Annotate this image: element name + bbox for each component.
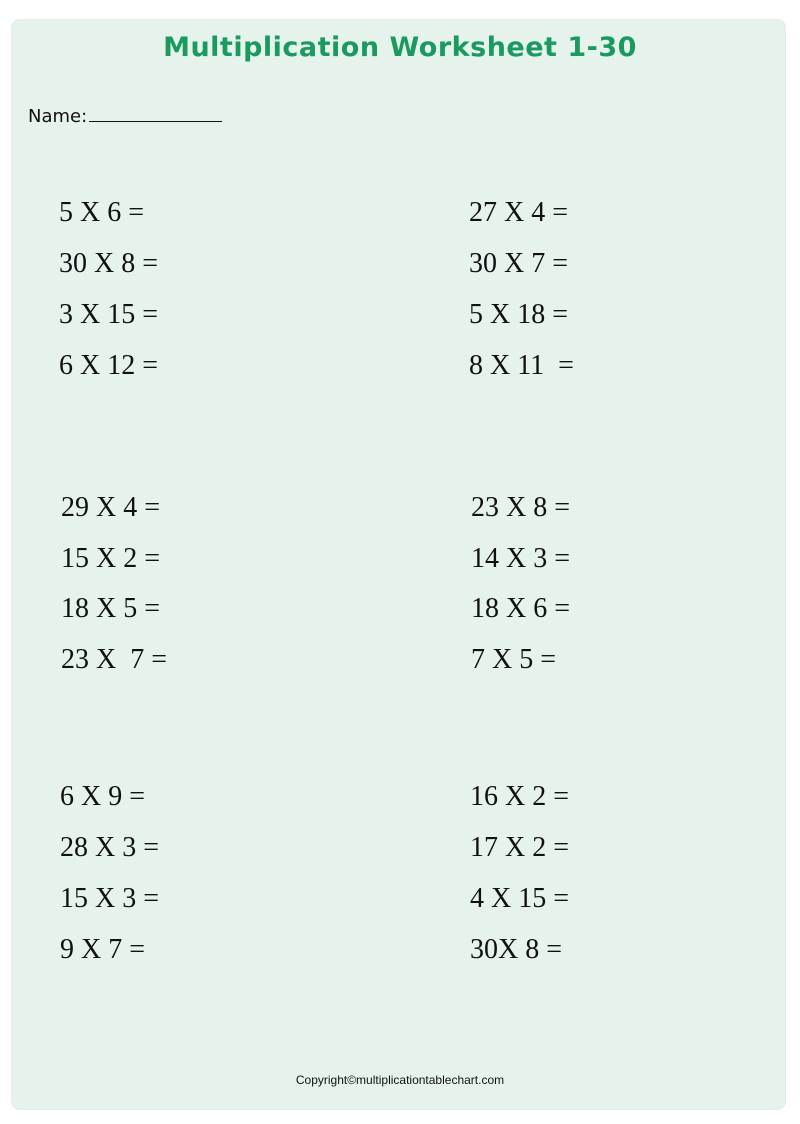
problem-g2-left-3: 18 X 5 = [61, 593, 161, 624]
problem-g1-right-2: 30 X 7 = [469, 248, 569, 279]
problem-g1-right-3: 5 X 18 = [469, 299, 569, 330]
problem-g3-right-4: 30X 8 = [470, 934, 563, 965]
problem-g1-left-2: 30 X 8 = [59, 248, 159, 279]
problem-g2-left-1: 29 X 4 = [61, 492, 161, 523]
problem-g2-right-1: 23 X 8 = [471, 492, 571, 523]
problem-g1-right-4: 8 X 11 = [469, 350, 574, 381]
worksheet-title: Multiplication Worksheet 1-30 [163, 32, 637, 63]
name-field [28, 103, 222, 129]
problem-g1-right-1: 27 X 4 = [469, 197, 569, 228]
name-blank-line [89, 103, 222, 122]
problem-g1-left-4: 6 X 12 = [59, 350, 159, 381]
problem-g2-right-3: 18 X 6 = [471, 593, 571, 624]
problem-g3-right-2: 17 X 2 = [470, 832, 570, 863]
problem-g2-right-4: 7 X 5 = [471, 644, 557, 675]
problem-g1-left-3: 3 X 15 = [59, 299, 159, 330]
problem-g3-left-1: 6 X 9 = [60, 781, 146, 812]
problem-g3-left-4: 9 X 7 = [60, 934, 146, 965]
problem-g1-left-1: 5 X 6 = [59, 197, 145, 228]
problem-g2-left-4: 23 X 7 = [61, 644, 168, 675]
problem-g3-right-1: 16 X 2 = [470, 781, 570, 812]
name-label: Name: [28, 106, 88, 127]
copyright-footer: Copyright©multiplicationtablechart.com [295, 1073, 505, 1087]
problem-g2-left-2: 15 X 2 = [61, 543, 161, 574]
problem-g2-right-2: 14 X 3 = [471, 543, 571, 574]
problem-g3-right-3: 4 X 15 = [470, 883, 570, 914]
problem-g3-left-3: 15 X 3 = [60, 883, 160, 914]
problem-g3-left-2: 28 X 3 = [60, 832, 160, 863]
